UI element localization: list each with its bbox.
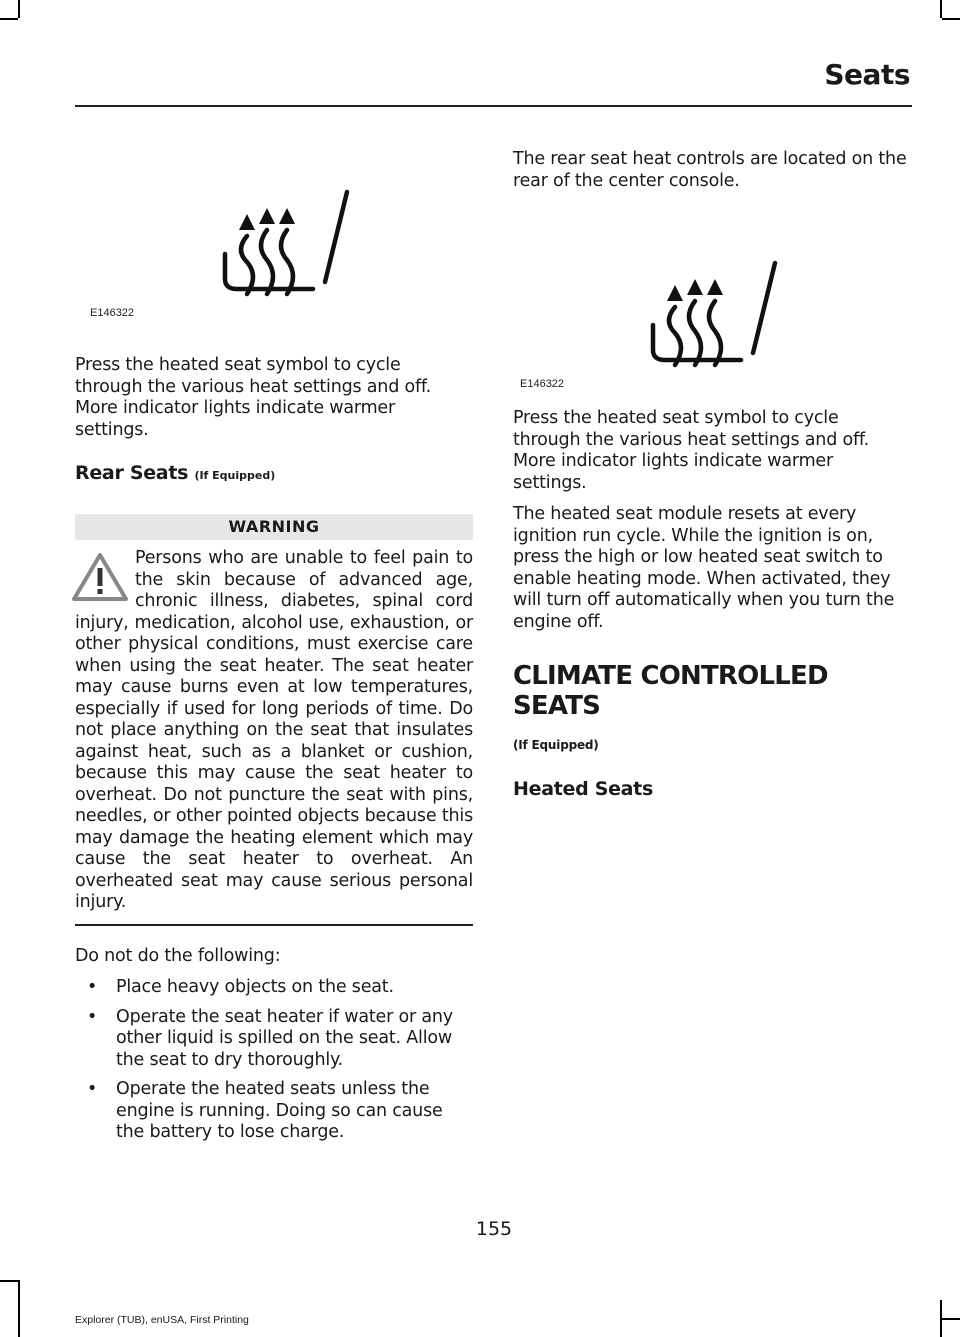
heated-seat-icon xyxy=(217,184,357,309)
section-title: CLIMATE CONTROLLED SEATS xyxy=(513,661,828,721)
warning-label: WARNING xyxy=(75,514,473,540)
donot-list xyxy=(75,977,473,1144)
heated-seat-icon xyxy=(645,255,785,380)
list-item: • Operate the heated seats unless the engine is running. Doing so can cause the battery to lose charge. xyxy=(87,1079,443,1142)
list-item: • Operate the seat heater if water or any other liquid is spilled on the seat. Allow the seat to dry thoroughly. xyxy=(87,1006,453,1070)
right-column xyxy=(513,149,911,800)
header-divider xyxy=(75,105,912,107)
crop-mark xyxy=(18,0,20,18)
warning-text: Persons who are unable to feel pain to the skin because of advanced age, chronic illness, diabetes, spinal cord injury, medication, alcohol use, exhaustion, or other physical conditions, must exercise care when using the seat heater. The seat heater may cause burns even at low temperatures, especially if used for long periods of time. Do not place anything on the seat that insulates against heat, such as a blanket or cushion, because this may cause the seat heater to overheat. Do not puncture the seat with pins, needles, or other pointed objects because this may damage the heating element which may cause the seat heater to overheat. An overheated seat may cause serious personal injury. xyxy=(75,548,473,912)
rear-seats-heading xyxy=(75,461,473,488)
left-column xyxy=(75,180,473,1152)
heated-seat-figure xyxy=(75,180,473,355)
crop-mark xyxy=(942,1318,960,1320)
heated-seat-paragraph: Press the heated seat symbol to cycle through the various heat settings and off. More indicator lights indicate warmer settings. xyxy=(75,355,431,440)
crop-mark xyxy=(940,0,942,18)
rear-seats-heading-text: Rear Seats xyxy=(75,462,189,484)
figure-code: E146322 xyxy=(520,378,565,390)
rear-controls-paragraph: The rear seat heat controls are located on the rear of the center console. xyxy=(513,149,907,191)
footer-text: Explorer (TUB), enUSA, First Printing xyxy=(75,1314,249,1326)
warning-triangle-icon xyxy=(71,552,129,602)
warning-body xyxy=(75,540,473,926)
heated-seats-subheading: Heated Seats xyxy=(513,777,653,800)
crop-mark xyxy=(942,18,960,20)
section-note: (If Equipped) xyxy=(513,738,599,752)
crop-mark xyxy=(18,1280,20,1337)
heated-seat-figure xyxy=(513,192,911,400)
crop-mark xyxy=(0,18,18,20)
list-item: • Place heavy objects on the seat. xyxy=(87,977,394,997)
list-item-text: Place heavy objects on the seat. xyxy=(116,977,394,997)
page-title: Seats xyxy=(824,58,910,91)
list-item-text: Operate the seat heater if water or any other liquid is spilled on the seat. Allow the seat to dry thoroughly. xyxy=(116,1006,453,1070)
list-item-text: Operate the heated seats unless the engine is running. Doing so can cause the battery to lose charge. xyxy=(116,1079,443,1142)
module-reset-paragraph: The heated seat module resets at every ignition run cycle. While the ignition is on, press the high or low heated seat switch to enable heating mode. When activated, they will turn off automatically when you turn the engine off. xyxy=(513,504,895,632)
donot-intro: Do not do the following: xyxy=(75,945,281,966)
crop-mark xyxy=(0,1280,18,1282)
warning-box xyxy=(75,514,473,926)
page-number: 155 xyxy=(475,1218,513,1240)
heated-seat-paragraph: Press the heated seat symbol to cycle through the various heat settings and off. More indicator lights indicate warmer settings. xyxy=(513,408,869,493)
rear-seats-heading-note: (If Equipped) xyxy=(194,469,276,482)
figure-code: E146322 xyxy=(90,307,135,319)
